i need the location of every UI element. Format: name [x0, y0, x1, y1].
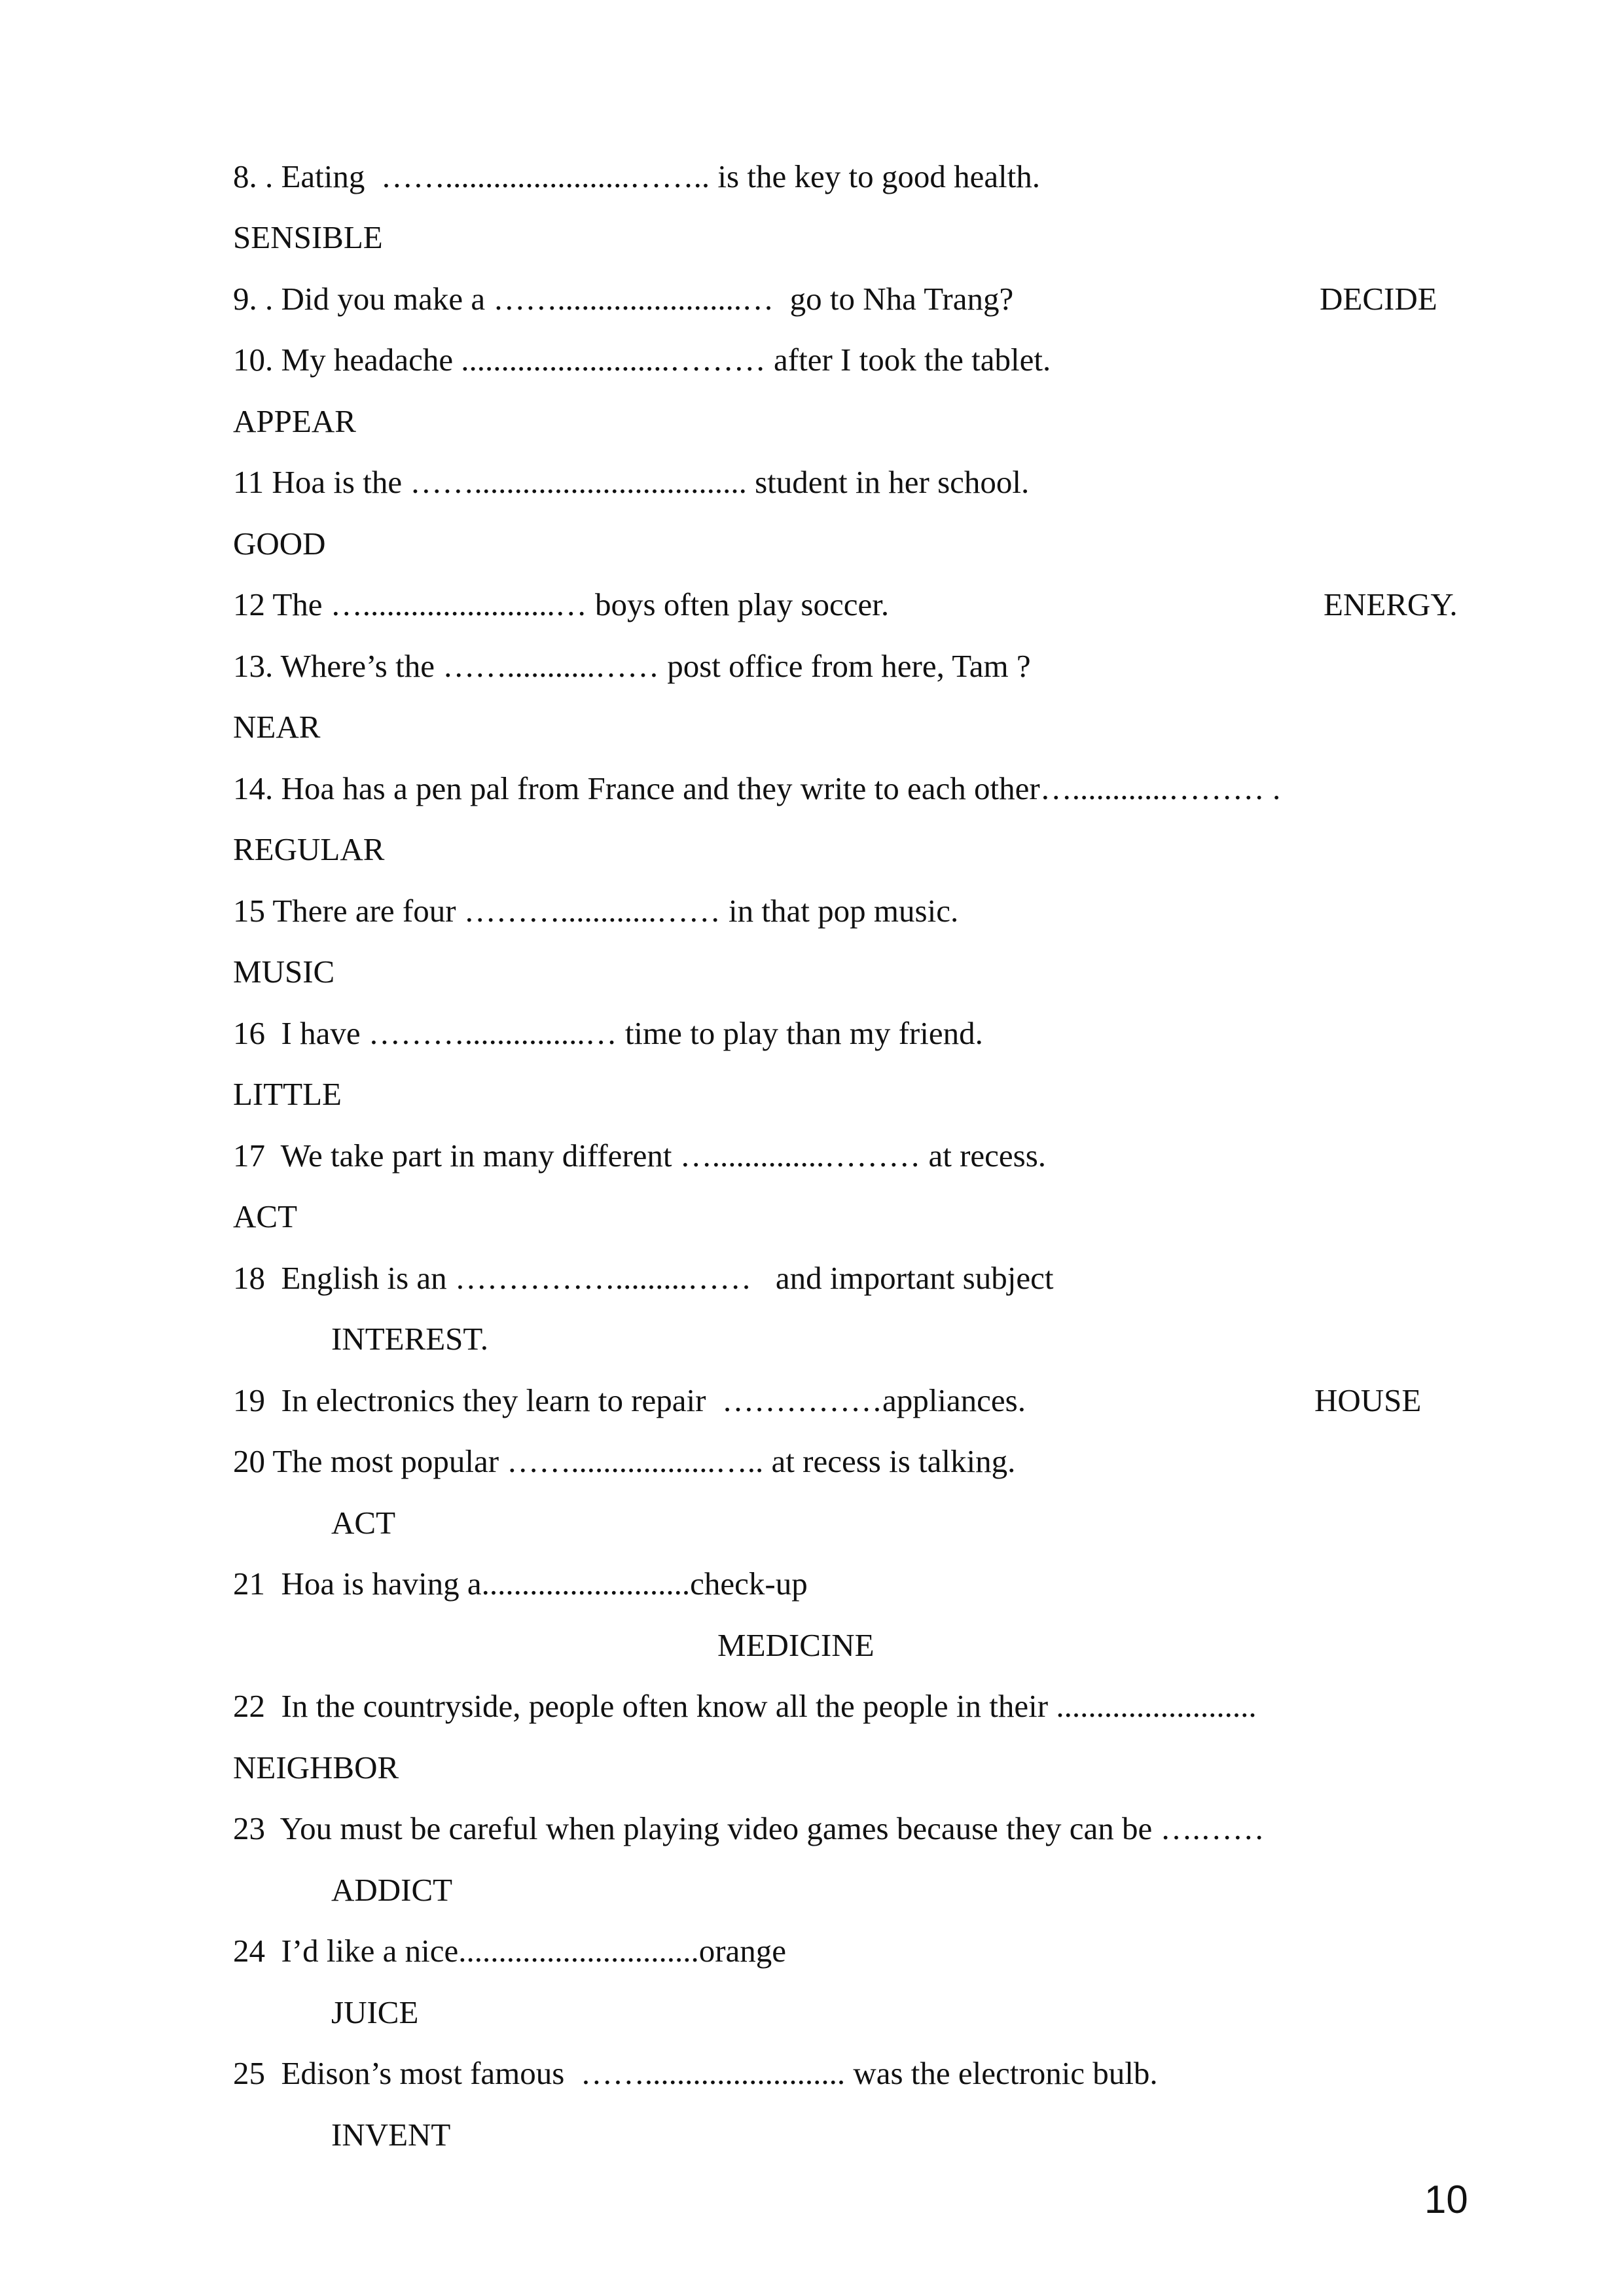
question-19: 19 In electronics they learn to repair ……………appliances.	[233, 1382, 1026, 1418]
question-12: 12 The …........................… boys often play soccer.	[233, 586, 890, 622]
question-13: 13. Where’s the ……...........…… post office from here, Tam ?	[233, 648, 1031, 684]
question-15: 15 There are four ………............…… in that pop music.	[233, 893, 959, 929]
word-form-hint-25: INVENT	[331, 2117, 451, 2153]
question-22: 22 In the countryside, people often know all the people in their .........................	[233, 1688, 1257, 1724]
question-16: 16 I have ………...............… time to play than my friend.	[233, 1015, 983, 1051]
question-17: 17 We take part in many different …..............……… at recess.	[233, 1138, 1047, 1174]
word-form-hint-18: INTEREST.	[331, 1321, 488, 1357]
word-form-hint-22: NEIGHBOR	[233, 1749, 399, 1785]
word-form-hint-13: NEAR	[233, 709, 321, 745]
word-form-hint-15: MUSIC	[233, 954, 335, 990]
question-23: 23 You must be careful when playing video games because they can be ….……	[233, 1810, 1265, 1846]
word-form-hint-17: ACT	[233, 1198, 297, 1234]
question-25: 25 Edison’s most famous ……......................... was the electronic bulb.	[233, 2055, 1158, 2091]
question-20: 20 The most popular ……..................….. at recess is talking.	[233, 1443, 1016, 1479]
question-14: 14. Hoa has a pen pal from France and they write to each other…............……… .	[233, 770, 1281, 806]
word-form-hint-20: ACT	[331, 1505, 395, 1541]
word-form-hint-9: DECIDE	[1320, 281, 1437, 317]
question-8: 8. . Eating …….......................…….. is the key to good health.	[233, 158, 1041, 194]
question-10: 10. My headache ..........................……… after I took the tablet.	[233, 342, 1051, 378]
question-11: 11 Hoa is the …….................................. student in her school.	[233, 464, 1030, 500]
word-form-hint-12: ENERGY.	[1324, 586, 1458, 622]
question-21: 21 Hoa is having a..........................check-up	[233, 1566, 808, 1602]
word-form-hint-19: HOUSE	[1314, 1382, 1422, 1418]
question-9: 9. . Did you make a …….......................… go to Nha Trang?	[233, 281, 1014, 317]
word-form-hint-21: MEDICINE	[717, 1627, 875, 1663]
page-number: 10	[1424, 2178, 1468, 2221]
word-form-hint-10: APPEAR	[233, 403, 356, 439]
word-form-hint-24: JUICE	[331, 1994, 419, 2030]
word-form-hint-11: GOOD	[233, 526, 326, 562]
word-form-hint-23: ADDICT	[331, 1872, 453, 1908]
question-18: 18 English is an …………….........…… and important subject	[233, 1260, 1054, 1296]
word-form-hint-8: SENSIBLE	[233, 219, 383, 255]
word-form-hint-14: REGULAR	[233, 831, 385, 867]
word-form-hint-16: LITTLE	[233, 1076, 342, 1112]
question-24: 24 I’d like a nice..............................orange	[233, 1933, 787, 1969]
